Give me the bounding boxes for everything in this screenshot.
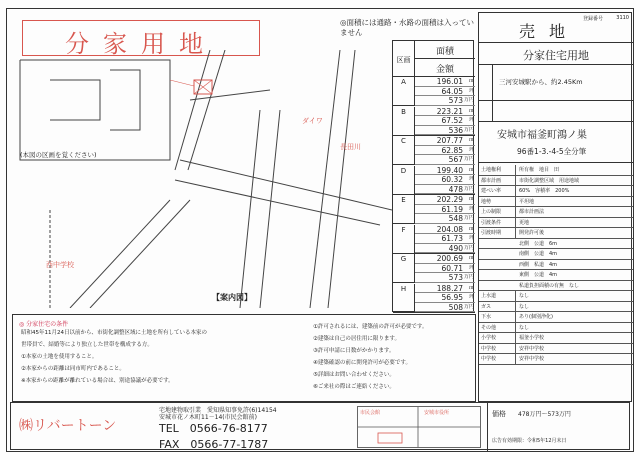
area-note: ◎面積には通路・水路の面積は入っていません <box>340 18 475 37</box>
lot-price <box>415 185 475 195</box>
lot-price-unit: 万円 <box>463 97 474 104</box>
lot-price-unit: 万円 <box>463 274 474 281</box>
spec-divider <box>515 186 516 197</box>
spec-row <box>479 165 633 176</box>
lot-tsubo-unit: 坪 <box>468 205 474 212</box>
note-line: 昭和45年11月24日以前から、市街化調整区域に土地を所有している本家の <box>21 330 207 336</box>
spec-key: 土地権利 <box>481 167 502 173</box>
note-right-line: ①許可されるには、建築前の許可が必要です。 <box>313 324 428 330</box>
registration-label: 登録番号 <box>582 16 603 22</box>
utility-row <box>479 312 633 323</box>
spec-row <box>479 197 633 208</box>
ad-expiry: 広告有効期限：令和5年12月末日 <box>492 438 567 444</box>
lot-m2-unit: ㎡ <box>468 196 474 202</box>
map-caption: 【案内図】 <box>212 293 252 302</box>
road-spec: 私道負担面積の有無 なし <box>519 282 580 289</box>
note-right-line: ⑤詳細はお問い合わせください。 <box>313 372 395 378</box>
lot-price-value: 567 <box>448 155 463 165</box>
lot-tsubo-value: 60.32 <box>441 175 463 185</box>
lot-m2-value: 200.69 <box>436 254 463 263</box>
lot-tsubo-value: 60.71 <box>441 263 463 273</box>
fax-number: FAX 0566-77-1787 <box>159 438 269 451</box>
header-kubun: 区画 <box>393 41 415 77</box>
utility-value: なし <box>519 324 530 331</box>
lot-m2-unit: ㎡ <box>468 255 474 261</box>
lot-m2 <box>415 254 475 264</box>
note-line: ①本家の土地を使用すること。 <box>21 354 98 360</box>
spec-key: 引渡条件 <box>481 219 502 226</box>
lot-price <box>415 126 475 136</box>
road-spec: 北側 公道 6m <box>519 240 558 247</box>
lot-m2-value: 204.08 <box>436 224 463 234</box>
lot-m2-value: 202.29 <box>436 195 463 204</box>
utility-value: なし <box>519 303 530 310</box>
lot-tsubo <box>415 146 475 156</box>
lot-m2-value: 196.01 <box>436 77 463 86</box>
spec-key: 建ぺい率 <box>481 188 502 194</box>
lot-price-value: 536 <box>448 125 463 135</box>
lot-row <box>393 225 475 254</box>
utility-divider <box>515 354 516 365</box>
lot-price-value: 508 <box>448 302 463 312</box>
utility-key: 小学校 <box>481 335 497 341</box>
lot-price-unit: 万円 <box>463 126 474 133</box>
company-address: 安城市花ノ木町11－14(市民会館前) <box>159 414 257 421</box>
utility-divider <box>515 291 516 302</box>
price-box <box>487 403 631 451</box>
lot-tsubo-value: 61.73 <box>441 234 463 244</box>
lot-price <box>415 273 475 283</box>
utility-key: ガス <box>481 303 492 310</box>
lot-tsubo-unit: 坪 <box>468 146 474 153</box>
utility-value: 安祥中学校 <box>519 356 545 362</box>
road-spec-row <box>479 249 633 260</box>
office-map <box>357 406 481 448</box>
header-menseki: 面積 <box>415 41 475 59</box>
spec-value: 60% 容積率 200% <box>519 188 570 194</box>
lot-m2-unit: ㎡ <box>468 284 474 291</box>
spec-value: 平坦地 <box>519 198 535 205</box>
lot-price-value: 573 <box>448 273 463 283</box>
spec-divider <box>515 218 516 229</box>
note-right-line: ②建築は自己の居住用に限ります。 <box>313 336 400 342</box>
spec-row <box>479 228 633 239</box>
traffic-info: 三河安城駅から、約2.45Km <box>479 65 633 101</box>
spec-divider <box>515 165 516 176</box>
utility-key: 上水道 <box>481 293 497 299</box>
spec-value: 都市計画法 <box>519 209 545 215</box>
map-area <box>10 50 392 308</box>
spec-value: 市街化調整区域 用途地域 <box>519 177 580 184</box>
lot-tsubo-unit: 坪 <box>468 117 474 124</box>
utility-divider <box>515 333 516 344</box>
road-spec-row <box>479 270 633 281</box>
property-type: 分家住宅用地 <box>479 43 633 65</box>
lot-m2-unit: ㎡ <box>468 137 474 143</box>
lot-price-value: 573 <box>448 96 463 106</box>
lot-tsubo-value: 61.19 <box>441 204 463 214</box>
utility-row <box>479 354 633 365</box>
header-kingaku: 金額 <box>435 65 454 75</box>
utility-value: 福釜小学校 <box>519 335 545 341</box>
note-right-line: ④建築確認の前に開発許可が必要です。 <box>313 360 411 366</box>
lot-row <box>393 136 475 165</box>
lot-tsubo-value: 62.85 <box>441 145 463 155</box>
price-label: 価格 <box>492 410 506 418</box>
lot-price-value: 548 <box>448 214 463 224</box>
info-panel <box>478 12 632 402</box>
lot-id: D <box>393 166 415 195</box>
road-spec-row <box>479 281 633 292</box>
license-line: 宅地建物取引業 愛知県知事免許(6)14154 <box>159 407 277 414</box>
lot-m2-unit: ㎡ <box>468 166 474 173</box>
spec-value: 更地 <box>519 219 530 226</box>
utility-row <box>479 333 633 344</box>
sale-label: 売地 <box>519 22 580 41</box>
note-line: 世帯員で、結婚等により独立した世帯を構成する方。 <box>21 342 153 348</box>
utility-row <box>479 291 633 302</box>
lot-m2-unit: ㎡ <box>468 225 474 232</box>
footer <box>10 402 630 450</box>
sale-header <box>479 13 633 43</box>
address-box <box>479 121 633 163</box>
lot-m2 <box>415 284 475 294</box>
lot-tsubo-unit: 坪 <box>468 87 474 94</box>
lot-id: B <box>393 107 415 136</box>
spec-key: 引渡時期 <box>481 230 502 236</box>
lot-m2-value: 199.40 <box>436 165 463 175</box>
lot-tsubo-unit: 坪 <box>468 264 474 271</box>
lot-m2-unit: ㎡ <box>468 78 474 84</box>
road-spec-row <box>479 239 633 250</box>
utility-key: 中学校 <box>481 345 497 352</box>
registration-no: 3110 <box>616 15 629 21</box>
lot-row <box>393 107 475 136</box>
spec-divider <box>515 228 516 239</box>
lot-m2 <box>415 195 475 205</box>
lot-tsubo <box>415 234 475 244</box>
lot-m2 <box>415 77 475 87</box>
lot-tsubo <box>415 264 475 274</box>
note-right-line: ⑥ご来社の際はご連絡ください。 <box>313 384 395 390</box>
lot-price-value: 490 <box>448 243 463 253</box>
spec-key: 都市計画 <box>481 177 502 184</box>
lot-m2-unit: ㎡ <box>468 107 474 114</box>
utility-divider <box>515 302 516 313</box>
lot-id: C <box>393 136 415 165</box>
utility-value: あり(個別浄化) <box>519 314 553 320</box>
spec-key: 上の制限 <box>481 209 502 215</box>
utility-key: その他 <box>481 324 497 331</box>
river-label: 長田川 <box>340 143 361 151</box>
lot-tsubo-value: 64.05 <box>441 86 463 96</box>
spec-row <box>479 207 633 218</box>
lot-id: A <box>393 77 415 106</box>
lot-tsubo-unit: 坪 <box>468 294 474 301</box>
address-line1: 安城市福釜町鴻ノ巣 <box>497 130 587 141</box>
lot-price-unit: 万円 <box>463 215 474 222</box>
spec-divider <box>515 197 516 208</box>
utility-row <box>479 323 633 334</box>
school-label: 西中学校 <box>46 261 74 269</box>
lot-table <box>392 40 474 312</box>
utility-divider <box>515 344 516 355</box>
spec-value: 開発許可後 <box>519 230 545 236</box>
lot-price <box>415 303 475 313</box>
lot-table-header <box>393 41 475 77</box>
company-name: ㈱リバートーン <box>19 418 117 434</box>
lot-price-unit: 万円 <box>463 185 474 192</box>
lot-price-unit: 万円 <box>463 156 474 163</box>
utility-row <box>479 302 633 313</box>
utility-value: 安祥中学校 <box>519 345 545 352</box>
lot-price <box>415 96 475 106</box>
lot-id: H <box>393 284 415 313</box>
spec-row <box>479 186 633 197</box>
note-line: ②本家からの距離は同市町内であること。 <box>21 366 125 372</box>
utility-row <box>479 344 633 355</box>
lot-tsubo-value: 67.52 <box>441 116 463 126</box>
phone-number: TEL 0566-76-8177 <box>159 422 268 435</box>
lot-tsubo-value: 56.95 <box>441 293 463 303</box>
lot-m2-value: 207.77 <box>436 136 463 145</box>
lot-tsubo-unit: 坪 <box>468 176 474 183</box>
lot-tsubo <box>415 205 475 215</box>
lot-tsubo-unit: 坪 <box>468 235 474 242</box>
road-label: ダイワ <box>302 117 323 125</box>
lot-m2 <box>415 225 475 235</box>
lot-m2-value: 188.27 <box>436 283 463 293</box>
lot-tsubo <box>415 293 475 303</box>
note-right-line: ③許可申請に日数がかかります。 <box>313 348 395 354</box>
lot-price <box>415 214 475 224</box>
lot-id: E <box>393 195 415 224</box>
road-spec: 西側 私道 4m <box>519 261 558 268</box>
lot-m2 <box>415 107 475 117</box>
note-line: ※本家からの距離が離れている場合は、別途協議が必要です。 <box>21 378 174 384</box>
office-map-label2: 安城市役所 <box>424 410 450 416</box>
lot-id: F <box>393 225 415 254</box>
lot-tsubo <box>415 116 475 126</box>
utility-value: なし <box>519 293 530 299</box>
utility-divider <box>515 323 516 334</box>
lot-tsubo <box>415 87 475 97</box>
utility-divider <box>515 312 516 323</box>
road-spec: 南側 公道 4m <box>519 251 558 257</box>
spec-row <box>479 218 633 229</box>
lot-price-value: 478 <box>448 184 463 194</box>
road-spec-row <box>479 260 633 271</box>
lot-row <box>393 254 475 283</box>
spec-value: 所有権 地目 田 <box>519 167 560 173</box>
lot-row <box>393 166 475 195</box>
lot-row <box>393 77 475 106</box>
spec-divider <box>515 176 516 187</box>
price-range: 478万円～573万円 <box>518 411 571 418</box>
office-map-label1: 市民会館 <box>360 410 381 416</box>
lot-row <box>393 195 475 224</box>
notes-box <box>12 314 476 402</box>
spec-divider <box>515 207 516 218</box>
utility-key: 下水 <box>481 314 492 320</box>
spec-key: 地勢 <box>481 198 492 205</box>
lot-price <box>415 244 475 254</box>
notes-heading: ◎ 分家住宅の条件 <box>19 321 69 328</box>
lot-tsubo <box>415 175 475 185</box>
lot-m2 <box>415 136 475 146</box>
lot-m2-value: 223.21 <box>436 106 463 116</box>
page-title: 分家用地 <box>65 30 217 58</box>
lot-price <box>415 155 475 165</box>
lot-row <box>393 284 475 313</box>
lot-price-unit: 万円 <box>463 244 474 251</box>
spec-row <box>479 176 633 187</box>
inset-note: (本図の区画を覚ください) <box>20 151 97 159</box>
road-spec: 東側 公道 4m <box>519 272 558 278</box>
lot-price-unit: 万円 <box>463 303 474 310</box>
utility-key: 中学校 <box>481 356 497 362</box>
address-line2: 96番1-3.-4-5全分筆 <box>517 147 587 156</box>
lot-m2 <box>415 166 475 176</box>
lot-id: G <box>393 254 415 283</box>
